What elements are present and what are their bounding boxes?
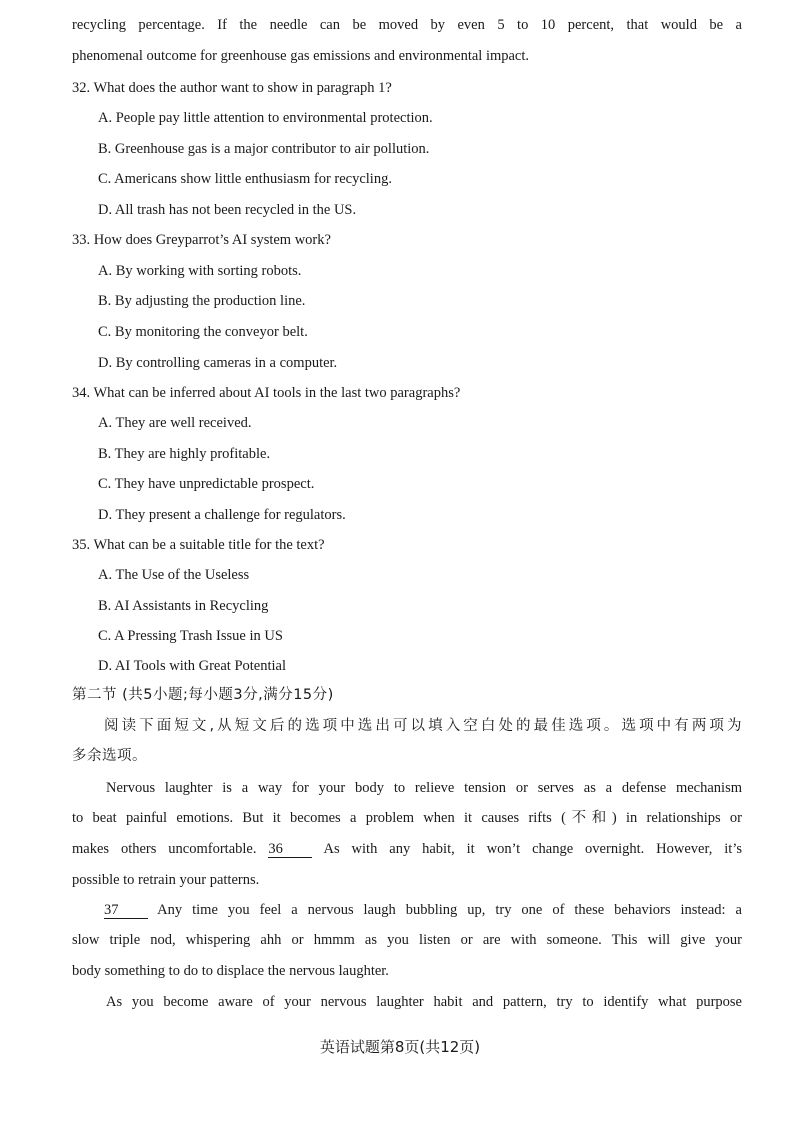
question-stem: 35. What can be a suitable title for the text? — [72, 537, 325, 553]
option: A. The Use of the Useless — [98, 567, 250, 583]
blank-36: 36 — [268, 841, 312, 858]
passage-line: to beat painful emotions. But it becomes a problem when it causes rifts (不和) in relationships or — [72, 810, 742, 826]
intro-line: recycling percentage. If the needle can be moved by even 5 to 10 percent, that would be a — [72, 17, 742, 33]
option: B. AI Assistants in Recycling — [98, 598, 269, 614]
passage-text: makes others uncomfortable. — [72, 841, 257, 857]
passage-line: possible to retrain your patterns. — [72, 872, 260, 888]
passage-text: Any time you feel a nervous laugh bubbling up, try one of these behaviors instead: a — [157, 902, 742, 918]
option: B. They are highly profitable. — [98, 446, 271, 462]
option: D. They present a challenge for regulators. — [98, 507, 346, 523]
option: D. By controlling cameras in a computer. — [98, 355, 338, 371]
option: D. AI Tools with Great Potential — [98, 658, 287, 674]
passage-line: As you become aware of your nervous laughter habit and pattern, try to identify what purpose — [106, 994, 742, 1010]
blank-37: 37 — [104, 902, 148, 919]
question-stem: 34. What can be inferred about AI tools in the last two paragraphs? — [72, 385, 461, 401]
option: A. They are well received. — [98, 415, 252, 431]
section-title: 第二节 (共5小题;每小题3分,满分15分) — [72, 687, 334, 703]
passage-text: As with any habit, it won’t change overnight. However, it’s — [323, 841, 743, 857]
passage-line — [104, 901, 742, 919]
option: C. A Pressing Trash Issue in US — [98, 628, 283, 644]
option: C. They have unpredictable prospect. — [98, 476, 315, 492]
option: C. Americans show little enthusiasm for recycling. — [98, 171, 392, 187]
option: A. By working with sorting robots. — [98, 263, 302, 279]
section-instruction: 多余选项。 — [72, 748, 147, 764]
passage-line: Nervous laughter is a way for your body to relieve tension or serves as a defense mechanism — [106, 780, 742, 796]
intro-line: phenomenal outcome for greenhouse gas emissions and environmental impact. — [72, 48, 530, 64]
option: B. By adjusting the production line. — [98, 293, 306, 309]
passage-line: body something to do to displace the nervous laughter. — [72, 963, 389, 979]
passage-line: slow triple nod, whispering ahh or hmmm as you listen or are with someone. This will give your — [72, 932, 742, 948]
passage-line — [72, 840, 742, 858]
option: A. People pay little attention to environmental protection. — [98, 110, 433, 126]
option: C. By monitoring the conveyor belt. — [98, 324, 308, 340]
question-stem: 32. What does the author want to show in paragraph 1? — [72, 80, 392, 96]
question-stem: 33. How does Greyparrot’s AI system work? — [72, 232, 331, 248]
page-footer: 英语试题第8页(共12页) — [319, 1038, 481, 1056]
option: B. Greenhouse gas is a major contributor to air pollution. — [98, 141, 430, 157]
section-instruction: 阅读下面短文,从短文后的选项中选出可以填入空白处的最佳选项。选项中有两项为 — [104, 718, 742, 734]
option: D. All trash has not been recycled in the US. — [98, 202, 357, 218]
